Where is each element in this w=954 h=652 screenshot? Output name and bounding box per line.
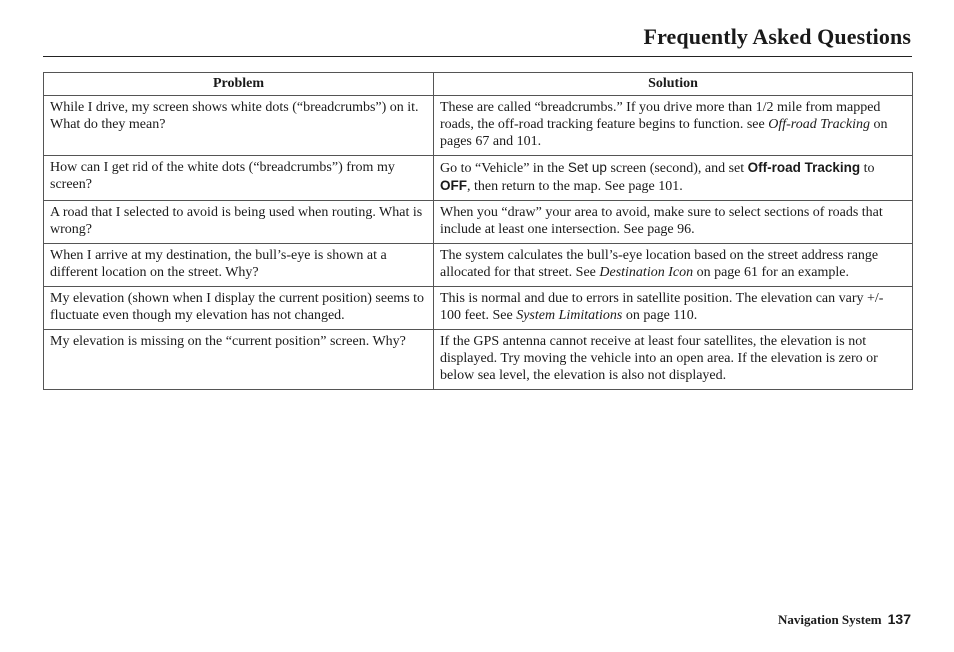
ui-label-setup: Set up bbox=[567, 160, 607, 175]
table-row bbox=[44, 244, 913, 287]
reference-title: Off-road Tracking bbox=[768, 117, 870, 132]
problem-cell: When I arrive at my destination, the bull’s-eye is shown at a different location on the street. Why? bbox=[44, 244, 434, 287]
ui-label-offroad-tracking: Off-road Tracking bbox=[747, 160, 861, 175]
column-header-solution: Solution bbox=[434, 73, 913, 96]
ui-label-off: OFF bbox=[440, 178, 467, 193]
solution-text: on page 110. bbox=[622, 308, 698, 323]
table-row bbox=[44, 287, 913, 330]
table-row bbox=[44, 96, 913, 156]
table-row bbox=[44, 330, 913, 390]
table-row bbox=[44, 201, 913, 244]
header-rule bbox=[43, 56, 912, 57]
solution-text: This is normal and due to errors in satellite position. The elevation can vary +/- 100 feet. See bbox=[440, 291, 884, 323]
solution-text: , then return to the map. See page 101. bbox=[467, 179, 683, 194]
solution-cell bbox=[434, 287, 913, 330]
solution-cell bbox=[434, 96, 913, 156]
column-header-problem: Problem bbox=[44, 73, 434, 96]
problem-cell: My elevation (shown when I display the current position) seems to fluctuate even though my elevation has not changed. bbox=[44, 287, 434, 330]
faq-table bbox=[43, 72, 913, 390]
page-title: Frequently Asked Questions bbox=[643, 24, 911, 49]
problem-cell: My elevation is missing on the “current position” screen. Why? bbox=[44, 330, 434, 390]
table-header-row bbox=[44, 73, 913, 96]
solution-cell bbox=[434, 244, 913, 287]
page-number: 137 bbox=[887, 611, 911, 627]
solution-text: on page 61 for an example. bbox=[693, 265, 849, 280]
problem-cell: How can I get rid of the white dots (“breadcrumbs”) from my screen? bbox=[44, 156, 434, 201]
solution-text: These are called “breadcrumbs.” If you drive more than 1/2 mile from mapped roads, the off-road tracking feature begins to function. see bbox=[440, 100, 881, 132]
solution-text: The system calculates the bull’s-eye location based on the street address range allocated for that street. See bbox=[440, 248, 879, 280]
solution-cell: When you “draw” your area to avoid, make sure to select sections of roads that include at least one intersection. See page 96. bbox=[434, 201, 913, 244]
solution-text: on pages 67 and 101. bbox=[440, 117, 888, 149]
page-footer bbox=[778, 611, 911, 628]
table-row bbox=[44, 156, 913, 201]
reference-title: Destination Icon bbox=[599, 265, 694, 280]
reference-title: System Limitations bbox=[516, 308, 623, 323]
problem-cell: A road that I selected to avoid is being used when routing. What is wrong? bbox=[44, 201, 434, 244]
solution-text: to bbox=[860, 161, 875, 176]
solution-text: Go to “Vehicle” in the bbox=[440, 161, 568, 176]
solution-cell: If the GPS antenna cannot receive at least four satellites, the elevation is not displayed. Try moving the vehicle into an open area. If the elevation is zero or below sea level, the elevation is also not displayed. bbox=[434, 330, 913, 390]
solution-text: screen (second), and set bbox=[606, 161, 748, 176]
solution-cell bbox=[434, 156, 913, 201]
footer-label: Navigation System bbox=[778, 612, 882, 627]
problem-cell: While I drive, my screen shows white dots (“breadcrumbs”) on it. What do they mean? bbox=[44, 96, 434, 156]
